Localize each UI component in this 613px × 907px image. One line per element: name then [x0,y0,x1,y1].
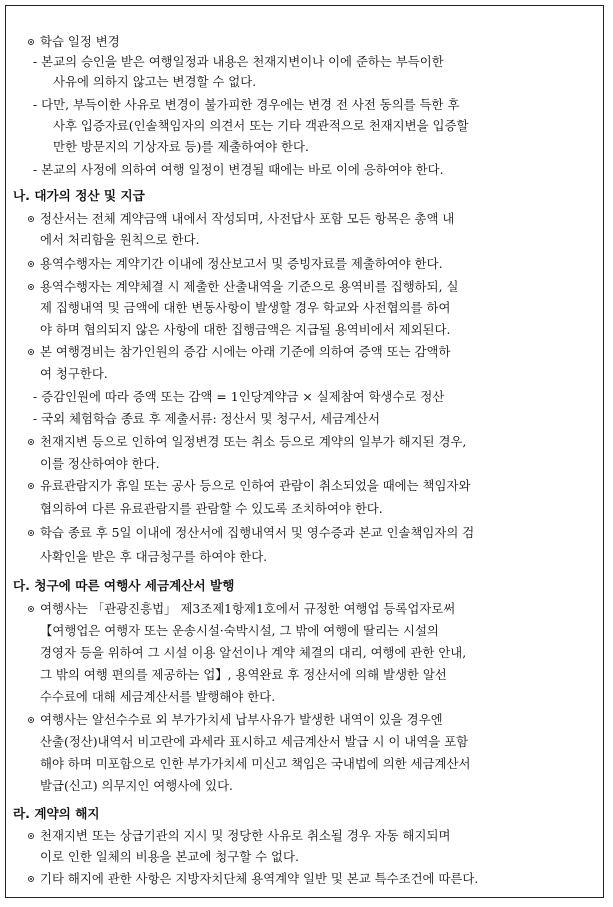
settlement-item: 본 여행경비는 참가인원의 증감 시에는 아래 기준에 의하여 증액 또는 감액하 [40,344,451,359]
bullet-icon [28,833,34,839]
settlement-item: 여 청구한다. [40,366,108,381]
settlement-item: 사확인을 받은 후 대금청구를 하여야 한다. [40,549,268,564]
settlement-item: 천재지변 등으로 인하여 일정변경 또는 취소 등으로 계약의 일부가 해지된 경우, [40,434,467,449]
bullet-icon [28,39,34,45]
invoice-item: 발급(신고) 의무지인 여행사에 있다. [40,778,233,793]
settlement-item: 이를 정산하여야 한다. [40,456,160,471]
schedule-change-line: 사후 입증자료(인솔책임자의 의견서 또는 기타 객관적으로 천재지변을 입증할 [53,118,469,133]
settlement-item: 유료관람지가 휴일 또는 공사 등으로 인하여 관람이 취소되었을 때에는 책임자와 [40,478,471,493]
bullet-icon [28,284,34,290]
invoice-item: 【여행업은 여행자 또는 운송시설·숙박시설, 그 밖에 여행에 딸리는 시설의 [40,623,439,638]
invoice-item: 산출(정산)내역서 비고란에 과세라 표시하고 세금계산서 발급 시 이 내역을 포함 [40,734,469,749]
bullet-icon [28,876,34,882]
settlement-item: 용역수행자는 계약기간 이내에 정산보고서 및 증빙자료를 제출하여야 한다. [40,256,443,271]
settlement-item: 제 집행내역 및 금액에 대한 변동사항이 발생할 경우 학교와 사전협의를 하여 [40,300,451,315]
bullet-icon [28,483,34,489]
invoice-item: 그 밖의 여행 편의를 제공하는 업】, 용역완료 후 정산서에 의해 발생한 알선 [40,667,447,682]
invoice-item: 여행사는 알선수수료 외 부가가치세 납부사유가 발생한 내역이 있을 경우엔 [40,712,443,727]
settlement-item: - 국외 체험학습 종료 후 제출서류: 정산서 및 청구서, 세금계산서 [33,411,380,426]
schedule-change-line: - 본교의 사정에 의하여 여행 일정이 변경될 때에는 바로 이에 응하여야 한다. [33,162,444,177]
invoice-item: 여행사는 「관광진흥법」 제3조제1항제1호에서 규정한 여행업 등록업자로써 [40,601,456,616]
invoice-item: 경영자 등을 위하여 그 시설 이용 알선이나 계약 체결의 대리, 여행에 관한 안내, [40,645,467,660]
invoice-item: 해야 하며 미포함으로 인한 부가가치세 미신고 책임은 국내법에 의한 세금계산서 [40,756,471,771]
bullet-icon [28,439,34,445]
schedule-change-line: 만한 방문지의 기상자료 등)를 제출하여야 한다. [53,139,309,154]
section-heading-settlement: 나. 대가의 정산 및 지급 [13,188,145,203]
settlement-item: 학습 종료 후 5일 이내에 정산서에 집행내역서 및 영수증과 본교 인솔책임자의 검 [40,525,475,540]
bullet-icon [28,349,34,355]
termination-item: 천재지변 또는 상급기관의 지시 및 정당한 사유로 취소될 경우 자동 해지되며 [40,828,451,843]
settlement-item: 에서 처리함을 원칙으로 한다. [40,232,200,247]
invoice-item: 수수료에 대해 세금계산서를 발행해야 한다. [40,689,276,704]
bullet-icon [28,216,34,222]
settlement-item: 야 하며 협의되지 않은 사항에 대한 집행금액은 지급될 용역비에서 제외된다. [40,322,451,337]
termination-item: 이로 인한 일체의 비용을 본교에 청구할 수 없다. [40,849,299,864]
bullet-icon [28,530,34,536]
bullet-icon [28,261,34,267]
settlement-item: 협의하여 다른 유료관람지를 관람할 수 있도록 조치하여야 한다. [40,501,383,516]
section-heading-invoice: 다. 청구에 따른 여행사 세금계산서 발행 [13,578,235,593]
schedule-change-title: 학습 일정 변경 [40,34,120,49]
settlement-item: - 증감인원에 따라 증액 또는 감액 = 1인당계약금 × 실제참여 학생수로 정산 [33,389,445,404]
bullet-icon [28,606,34,612]
schedule-change-line: - 다만, 부득이한 사유로 변경이 불가피한 경우에는 변경 전 사전 동의를 득한 후 [33,97,460,112]
schedule-change-line: - 본교의 승인을 받은 여행일정과 내용은 천재지변이나 이에 준하는 부득이한 [33,54,444,69]
section-heading-termination: 라. 계약의 해지 [13,806,100,821]
settlement-item: 정산서는 전체 계약금액 내에서 작성되며, 사전답사 포함 모든 항목은 총액 내 [40,211,455,226]
bullet-icon [28,717,34,723]
schedule-change-line: 사유에 의하지 않고는 변경할 수 없다. [53,74,257,89]
termination-item: 기타 해지에 관한 사항은 지방자치단체 용역계약 일반 및 본교 특수조건에 따른다. [40,871,479,886]
settlement-item: 용역수행자는 계약체결 시 제출한 산출내역을 기준으로 용역비를 집행하되, 실 [40,279,459,294]
document-page [5,5,604,898]
